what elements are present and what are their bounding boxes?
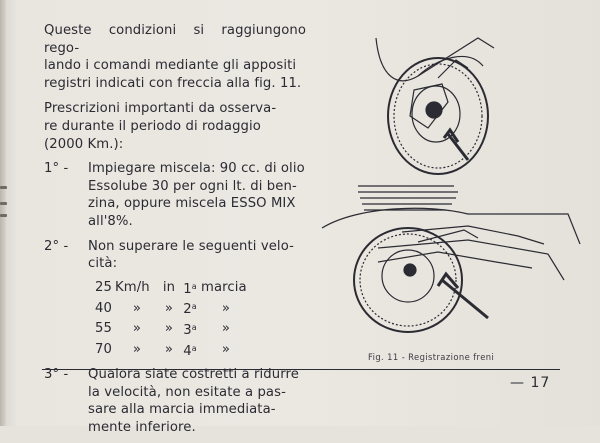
page-number: — 17 [510,375,551,391]
prescription-item-2 [44,238,306,273]
rear-adjuster-arrow [438,274,488,318]
item-line: cità: [88,256,118,272]
speed-limit-row [92,319,251,340]
front-adjuster-arrow [444,130,468,160]
intro-paragraph [44,22,306,92]
item-line: mente inferiore. [88,419,196,435]
prescriptions-heading [44,100,306,153]
item-number: 2° - [44,238,69,254]
item-text [88,160,306,230]
binding-edge [0,0,6,426]
gear-label: » [221,342,231,357]
binding-staple [0,186,7,189]
in-word: » [164,342,174,357]
footer-rule [42,369,560,370]
intro-line: lando i comandi mediante gli appositi [44,58,297,74]
speed-limit-row [92,340,251,361]
intro-line: registri indicati con freccia alla fig. 11. [44,75,302,91]
gear-number: 1$^a$ [183,281,197,297]
gear-number: 4$^a$ [183,343,197,359]
brake-illustration [318,18,594,340]
speed-value: 55 [95,321,112,337]
brake-adjustment-figure [318,18,594,340]
speed-unit: Km/h [115,280,150,296]
item-line: Essolube 30 per ogni lt. di ben- [88,178,297,194]
text-column [44,22,306,443]
item-line: Non superare le seguenti velo- [88,238,294,254]
speed-limit-row [92,278,251,299]
gear-label: » [221,321,231,337]
item-line: sare alla marcia immediata- [88,402,276,418]
item-line: Qualora siate costretti a ridurre [88,367,299,383]
rear-axle [404,264,416,276]
speed-unit: » [132,321,142,337]
binding-staple [0,202,7,205]
front-brake-lever [438,60,468,78]
in-word: in [162,280,176,296]
gear-label: marcia [201,280,247,296]
binding-staple [0,214,7,217]
item-line: all'8%. [88,213,133,229]
gear-label: » [221,300,231,316]
item-number: 3° - [44,367,69,383]
engine-fins [358,186,458,210]
speed-value: 25 [95,280,112,296]
item-text [88,238,306,273]
speed-value: 70 [95,342,112,357]
speed-limit-row [92,298,251,319]
rear-tire [354,228,462,332]
in-word: » [164,300,174,316]
intro-line: Queste condizioni si raggiungono rego- [44,23,306,56]
speed-unit: » [132,342,142,357]
gear-number: 2$^a$ [183,302,197,318]
in-word: » [164,321,174,337]
speed-limit-table [92,278,251,360]
rear-brake-cable [378,252,532,268]
front-axle [426,102,442,118]
speed-unit: » [132,300,142,316]
item-line: Impiegare miscela: 90 cc. di olio [88,161,305,177]
prescription-item-1 [44,160,306,230]
figure-caption: Fig. 11 - Registrazione freni [368,352,495,362]
item-line: zina, oppure miscela ESSO MIX [88,196,296,212]
rear-body-outline [322,208,580,244]
heading-line: (2000 Km.): [44,136,124,152]
speed-value: 40 [95,300,112,316]
heading-line: Prescrizioni importanti da osserva- [44,101,277,117]
gear-number: 3$^a$ [183,322,197,338]
heading-line: re durante il periodo di rodaggio [44,118,261,134]
item-line: la velocità, non esitate a pas- [88,384,286,400]
item-number: 1° - [44,161,69,177]
